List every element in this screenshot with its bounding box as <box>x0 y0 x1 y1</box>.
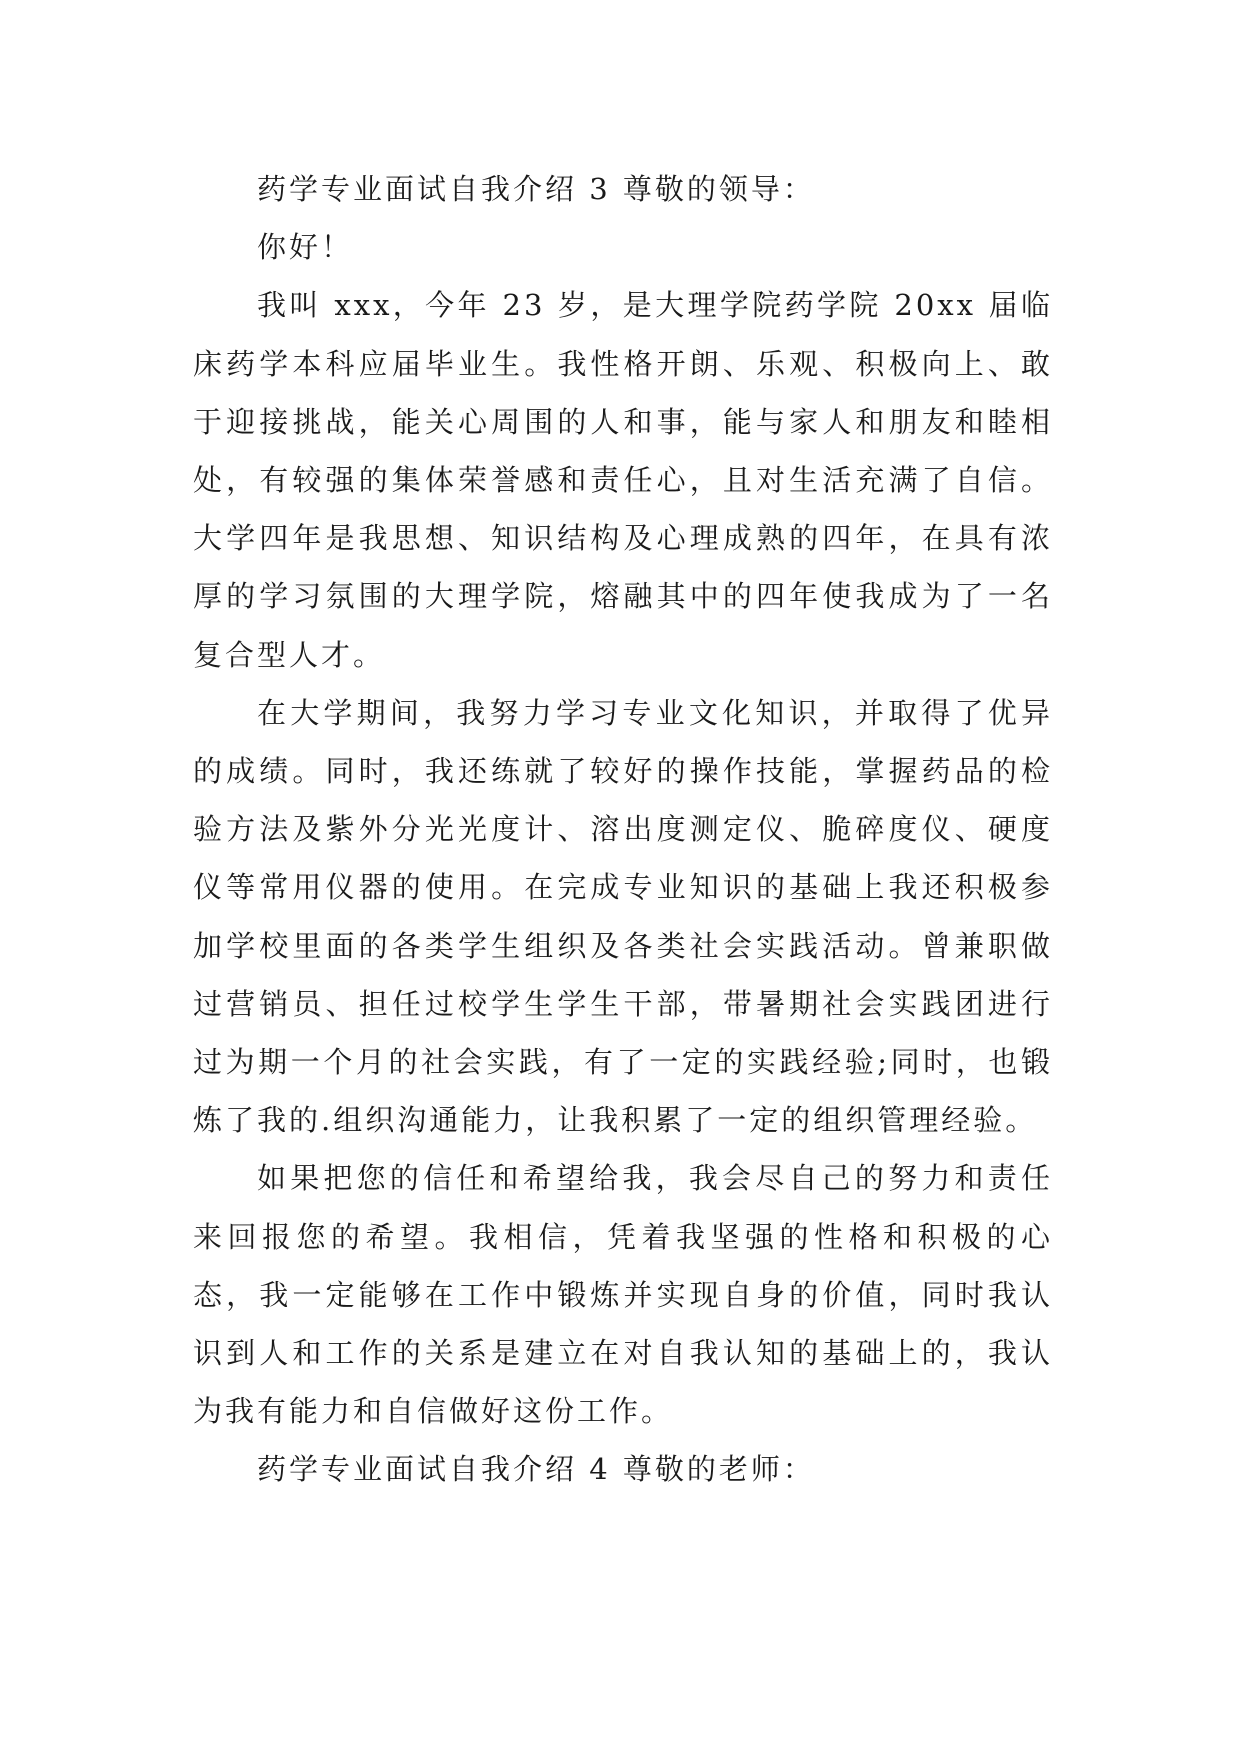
section-heading-3: 药学专业面试自我介绍 3 尊敬的领导： <box>257 172 815 206</box>
paragraph-university: 在大学期间，我努力学习专业文化知识，并取得了优异的成绩。同时，我还练就了较好的操作技能，掌握药品的检验方法及紫外分光光度计、溶出度测定仪、脆碎度仪、硬度仪等常用仪器的使用。在完成专业知识的基础上我还积极参加学校里面的各类学生组织及各类社会实践活动。曾兼职做过营销员、担任过校学生学生干部，带暑期社会实践团进行过为期一个月的社会实践，有了一定的实践经验;同时，也锻炼了我的.组织沟通能力，让我积累了一定的组织管理经验。 <box>193 695 1053 1138</box>
greeting: 你好！ <box>257 230 354 265</box>
paragraph-introduction: 我叫 xxx，今年 23 岁，是大理学院药学院 20xx 届临床药学本科应届毕业生。我性格开朗、乐观、积极向上、敢于迎接挑战，能关心周围的人和事，能与家人和朋友和睦相处，有较强的集体荣誉感和责任心，且对生活充满了自信。大学四年是我思想、知识结构及心理成熟的四年，在具有浓厚的学习氛围的大理学院，熔融其中的四年使我成为了一名复合型人才。 <box>193 288 1053 672</box>
section-heading-4: 药学专业面试自我介绍 4 尊敬的老师： <box>257 1452 815 1487</box>
document-body <box>193 160 1053 1499</box>
paragraph-closing: 如果把您的信任和希望给我，我会尽自己的努力和责任来回报您的希望。我相信，凭着我坚强的性格和积极的心态，我一定能够在工作中锻炼并实现自身的价值，同时我认识到人和工作的关系是建立在对自我认知的基础上的，我认为我有能力和自信做好这份工作。 <box>193 1161 1053 1429</box>
